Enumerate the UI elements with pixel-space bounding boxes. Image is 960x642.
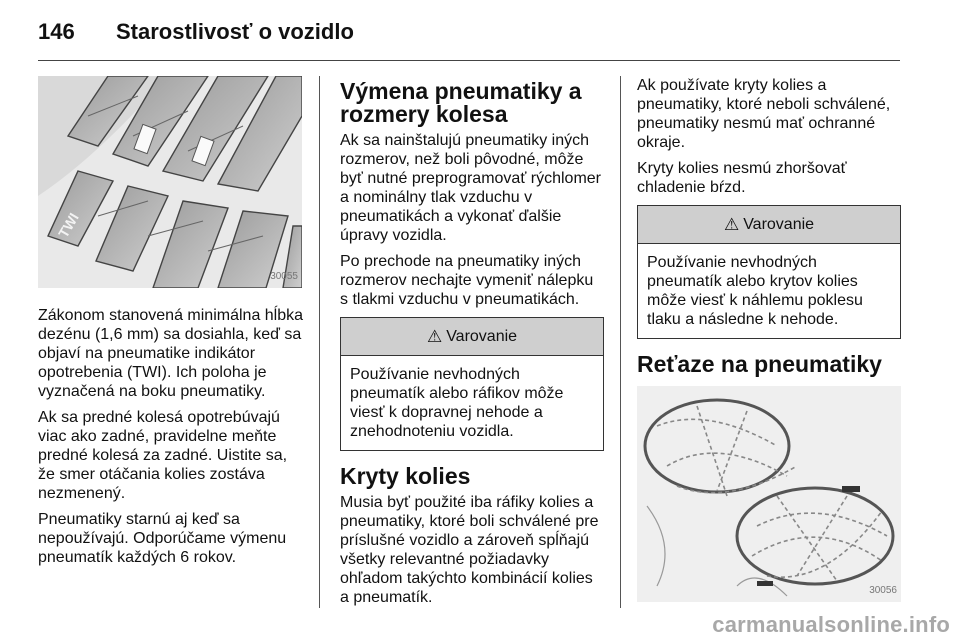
section-heading: Výmena pneumatiky a rozmery kolesa — [340, 78, 582, 127]
paragraph: Kryty kolies nesmú zhoršovať chladenie bŕzd. — [637, 160, 847, 196]
twi-mark: TWI — [55, 210, 82, 241]
warning-icon: ⚠ — [723, 215, 740, 234]
tire-tread-image — [38, 76, 302, 288]
warning-box — [340, 317, 604, 451]
paragraph: Ak sa predné kolesá opotrebúvajú viac ako zadné, pravidelne meňte predné kolesá za zadné. Uistite sa, že smer otáčania kolies zostáva nezmenený. — [38, 409, 288, 502]
column-2 — [340, 80, 604, 614]
warning-icon: ⚠ — [426, 327, 443, 346]
page-number: 146 — [38, 19, 75, 44]
warning-text: Používanie nevhodných pneumatík alebo ráfikov môže viesť k dopravnej nehode a znehodnoteniu vozidla. — [350, 366, 564, 440]
paragraph: Ak sa nainštalujú pneumatiky iných rozmerov, než boli pôvodné, môže byť nutné preprogramovať rýchlomer a nominálny tlak vzduchu v pneumatikách a vykonať ďalšie úpravy vozidla. — [340, 132, 602, 244]
paragraph: Pneumatiky starnú aj keď sa nepoužívajú. Odporúčame výmenu pneumatík každých 6 rokov. — [38, 511, 287, 566]
warning-header — [341, 318, 603, 356]
warning-title: Varovanie — [446, 328, 518, 345]
warning-header — [638, 206, 900, 244]
paragraph: Po prechode na pneumatiky iných rozmerov nechajte vymeniť nálepku s tlakmi vzduchu v pneumatikách. — [340, 253, 594, 308]
tire-tread-illustration — [38, 76, 302, 288]
column-3 — [637, 76, 901, 602]
figure-label: 30056 — [869, 585, 897, 596]
warning-text: Používanie nevhodných pneumatík alebo krytov kolies môže viesť k náhlemu poklesu tlaku a následne k nehode. — [647, 254, 863, 328]
column-divider-1 — [319, 76, 320, 608]
column-divider-2 — [620, 76, 621, 608]
section-heading: Reťaze na pneumatiky — [637, 351, 882, 377]
snow-chains-illustration — [637, 386, 901, 602]
figure-label: 30055 — [270, 271, 298, 282]
paragraph: Ak používate kryty kolies a pneumatiky, ktoré neboli schválené, pneumatiky nesmú mať ochranné okraje. — [637, 77, 891, 151]
page-title: Starostlivosť o vozidlo — [116, 19, 354, 44]
column-1 — [38, 76, 306, 574]
paragraph: Musia byť použité iba ráfiky kolies a pneumatiky, ktoré boli schválené pre príslušné vozidlo a zároveň spĺňajú všetky relevantné požiadavky ohľadom takýchto kombinácií kolies a pneumatík. — [340, 494, 599, 606]
warning-box — [637, 205, 901, 339]
header-divider — [38, 60, 900, 61]
warning-title: Varovanie — [743, 216, 815, 233]
paragraph: Zákonom stanovená minimálna hĺbka dezénu (1,6 mm) sa dosiahla, keď sa objaví na pneumatike indikátor opotrebenia (TWI). Ich poloha je vyznačená na boku pneumatiky. — [38, 307, 304, 400]
snow-chains-image — [637, 386, 901, 602]
watermark: carmanualsonline.info — [712, 612, 950, 637]
page-header — [38, 14, 354, 50]
section-heading: Kryty kolies — [340, 463, 471, 489]
